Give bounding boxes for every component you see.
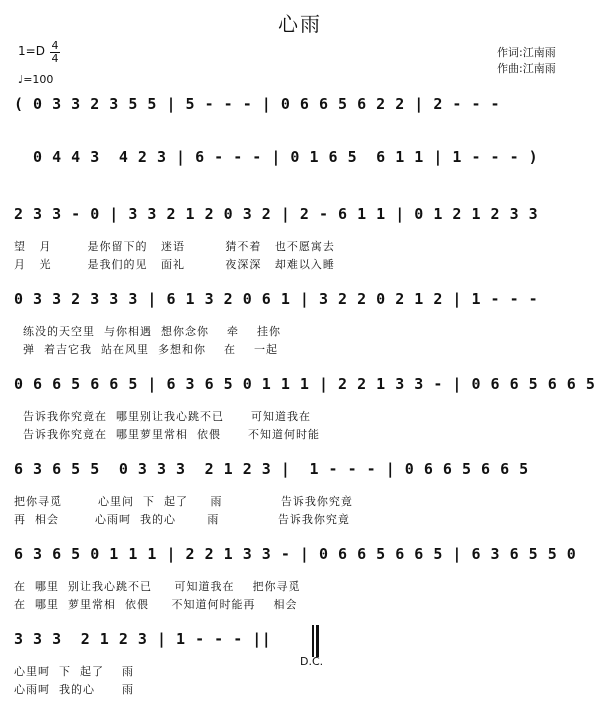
system-5 [14,375,596,441]
system-notes: 3 3 3 2 1 2 3 | 1 - - - || [14,630,272,648]
key-signature: 1=D [18,44,45,58]
final-barline [312,625,314,657]
system-notes: 0 4 4 3 4 2 3 | 6 - - - | 0 1 6 5 6 1 1 | 1 - - - ) [14,148,539,166]
da-capo-marking: D.C. [300,655,324,668]
system-7 [14,545,590,611]
system-4 [14,290,590,356]
lyric-line: 望 月 是你留下的 迷语 猜不着 也不愿寓去 [14,240,335,253]
system-notes: 6 3 6 5 5 0 3 3 3 2 1 2 3 | 1 - - - | 0 6 6 5 6 6 5 [14,460,529,478]
meter-top: 4 [51,39,59,52]
lyric-line: 告诉我你究竟在 哪里别让我心跳不已 可知道我在 [14,410,311,423]
lyric-line: 再 相会 心雨呵 我的心 雨 告诉我你究竟 [14,513,350,526]
system-2 [14,148,590,172]
tempo-marking: ♩=100 [18,73,54,86]
meter-bottom: 4 [51,52,59,65]
system-notes: 0 3 3 2 3 3 3 | 6 1 3 2 0 6 1 | 3 2 2 0 2 1 2 | 1 - - - [14,290,539,308]
lyric-line: 告诉我你究竟在 哪里萝里常相 依偎 不知道何时能 [14,428,320,441]
song-title: 心雨 [278,12,322,36]
system-notes: 6 3 6 5 0 1 1 1 | 2 2 1 3 3 - | 0 6 6 5 6 6 5 | 6 3 6 5 5 0 [14,545,577,563]
system-notes: 2 3 3 - 0 | 3 3 2 1 2 0 3 2 | 2 - 6 1 1 | 0 1 2 1 2 3 3 [14,205,539,223]
system-1 [14,95,590,119]
credits [497,45,556,77]
lyric-line: 月 光 是我们的见 面礼 夜深深 却难以入睡 [14,258,335,271]
lyric-line: 心雨呵 我的心 雨 [14,683,134,696]
system-notes: ( 0 3 3 2 3 5 5 | 5 - - - | 0 6 6 5 6 2 2 | 2 - - - [14,95,501,113]
final-barline-thick [316,625,319,657]
lyric-line: 在 哪里 别让我心跳不已 可知道我在 把你寻觅 [14,580,301,593]
lyric-line: 心里呵 下 起了 雨 [14,665,134,678]
lyric-line: 在 哪里 萝里常相 依偎 不知道何时能再 相会 [14,598,298,611]
system-notes: 0 6 6 5 6 6 5 | 6 3 6 5 0 1 1 1 | 2 2 1 3 3 - | 0 6 6 5 6 6 5 [14,375,596,393]
lyric-line: 弹 着吉它我 站在风里 多想和你 在 一起 [14,343,278,356]
lyricist: 作词:江南雨 [497,46,556,59]
time-signature [50,40,60,65]
composer: 作曲:江南雨 [497,62,556,75]
system-3 [14,205,590,271]
system-6 [14,460,590,526]
lyric-line: 练没的天空里 与你相遇 想你念你 牵 挂你 [14,325,281,338]
lyric-line: 把你寻觅 心里问 下 起了 雨 告诉我你究竟 [14,495,353,508]
